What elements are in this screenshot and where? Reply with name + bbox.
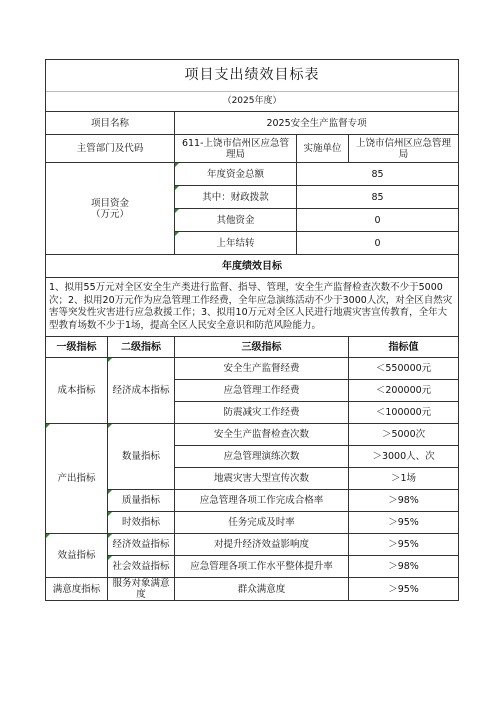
indicator-name: 应急管理各项工作水平整体提升率 bbox=[175, 556, 349, 578]
table-title: 项目支出绩效目标表 bbox=[46, 60, 459, 92]
performance-target-sheet bbox=[45, 59, 458, 601]
indicator-value: ＞3000人、次 bbox=[349, 446, 459, 468]
indicator-value: ＞5000次 bbox=[349, 424, 459, 446]
impl-label: 实施单位 bbox=[297, 135, 349, 163]
indicator-name: 安全生产监督检查次数 bbox=[175, 424, 349, 446]
funds-row-value: 0 bbox=[297, 232, 459, 255]
funds-row-label: 其他资金 bbox=[175, 209, 297, 232]
performance-table bbox=[45, 59, 459, 601]
indicator-value: ＞1场 bbox=[349, 468, 459, 490]
fiscal-year: （2025年度） bbox=[46, 92, 459, 112]
level2-social-benefit: 社会效益指标 bbox=[108, 556, 175, 578]
impl-value: 上饶市信州区应急管理局 bbox=[349, 135, 459, 163]
header-level3: 三级指标 bbox=[175, 337, 349, 358]
dept-value: 611-上饶市信州区应急管理局 bbox=[175, 135, 297, 163]
level2-quantity: 数量指标 bbox=[108, 424, 175, 490]
level1-output: 产出指标 bbox=[46, 424, 108, 534]
indicator-name: 防震减灾工作经费 bbox=[175, 402, 349, 424]
indicator-name: 安全生产监督经费 bbox=[175, 358, 349, 380]
indicator-name: 群众满意度 bbox=[175, 578, 349, 601]
indicator-value: ＜100000元 bbox=[349, 402, 459, 424]
indicator-name: 应急管理演练次数 bbox=[175, 446, 349, 468]
indicator-value: ＞95% bbox=[349, 534, 459, 556]
level1-satisfaction: 满意度指标 bbox=[46, 578, 108, 601]
indicator-name: 对提升经济效益影响度 bbox=[175, 534, 349, 556]
funds-row-label: 年度资金总额 bbox=[175, 163, 297, 186]
level2-quality: 质量指标 bbox=[108, 490, 175, 512]
level2-economic-benefit: 经济效益指标 bbox=[108, 534, 175, 556]
indicator-name: 应急管理工作经费 bbox=[175, 380, 349, 402]
level1-benefit: 效益指标 bbox=[46, 534, 108, 578]
header-level2: 二级指标 bbox=[108, 337, 175, 358]
funds-row-value: 0 bbox=[297, 209, 459, 232]
header-value: 指标值 bbox=[349, 337, 459, 358]
funds-row-label: 上年结转 bbox=[175, 232, 297, 255]
funds-row-value: 85 bbox=[297, 163, 459, 186]
level2-service-satisfaction: 服务对象满意度 bbox=[108, 578, 175, 601]
level1-cost: 成本指标 bbox=[46, 358, 108, 424]
indicator-value: ＞95% bbox=[349, 512, 459, 534]
indicator-value: ＜550000元 bbox=[349, 358, 459, 380]
header-level1: 一级指标 bbox=[46, 337, 108, 358]
funds-label: 项目资金 （万元） bbox=[46, 163, 175, 255]
indicator-value: ＞98% bbox=[349, 556, 459, 578]
indicator-name: 应急管理各项工作完成合格率 bbox=[175, 490, 349, 512]
funds-row-label: 其中：财政拨款 bbox=[175, 186, 297, 209]
project-name-value: 2025安全生产监督专项 bbox=[175, 112, 459, 135]
goals-text: 1、拟用55万元对全区安全生产类进行监督、指导、管理，安全生产监督检查次数不少于5000次；2、拟用20万元作为应急管理工作经费，全年应急演练活动不少于3000人次，对全区自然灾害等突发性灾害进行应急救援工作；3、拟用10万元对全区人民进行地震灾害宣传教育，全年大型教育场数不少于1场，提高全区人民安全意识和防范风险能力。 bbox=[46, 278, 459, 337]
level2-economic-cost: 经济成本指标 bbox=[108, 358, 175, 424]
indicator-name: 地震灾害大型宣传次数 bbox=[175, 468, 349, 490]
project-name-label: 项目名称 bbox=[46, 112, 175, 135]
dept-label: 主管部门及代码 bbox=[46, 135, 175, 163]
funds-row-value: 85 bbox=[297, 186, 459, 209]
level2-timeliness: 时效指标 bbox=[108, 512, 175, 534]
indicator-name: 任务完成及时率 bbox=[175, 512, 349, 534]
goals-header: 年度绩效目标 bbox=[46, 255, 459, 278]
indicator-value: ＞95% bbox=[349, 578, 459, 601]
indicator-value: ＞98% bbox=[349, 490, 459, 512]
indicator-value: ＜200000元 bbox=[349, 380, 459, 402]
